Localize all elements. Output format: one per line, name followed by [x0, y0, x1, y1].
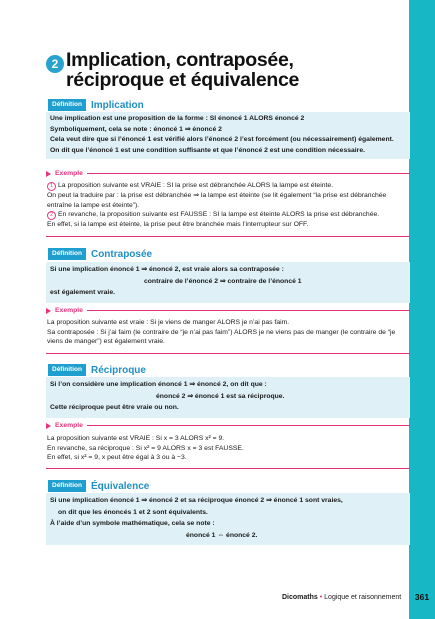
- definition-line: énoncé 1 ⇔ énoncé 2.: [186, 531, 258, 539]
- example-line: viens de manger”) est également vraie.: [47, 338, 165, 345]
- example-line: La proposition suivante est VRAIE : Si x = 3 ALORS x² = 9.: [47, 435, 225, 442]
- section-title: [66, 50, 396, 90]
- footer-brand: Dicomaths: [282, 594, 318, 601]
- page-number: 361: [414, 592, 430, 602]
- example-text: La proposition suivante est VRAIE : SI la prise est débranchée ALORS la lampe est éteinte.: [58, 182, 334, 189]
- footer-separator: •: [319, 594, 323, 601]
- definition-tag: Définition: [48, 480, 86, 492]
- definition-title: Implication: [90, 99, 144, 111]
- example-line: [47, 191, 409, 201]
- definition-header: [48, 364, 146, 376]
- example-text: On peut la traduire par : la prise est débranchée ⇒ la lampe est éteinte (se lit également “la prise est débranchée: [47, 192, 387, 199]
- definition-line: Cela veut dire que si l’énoncé 1 est vérifié alors l’énoncé 2 l’est forcément (ou nécessairement) également.: [50, 136, 394, 143]
- example-header: [46, 421, 410, 430]
- example-end-rule: [46, 353, 410, 354]
- definition-title: Équivalence: [90, 480, 150, 492]
- section-title-line: réciproque et équivalence: [66, 69, 300, 91]
- example-line: Sa contraposée : Si j’ai faim (le contraire de “je n’ai pas faim”) ALORS je ne viens pas de manger (le contraire de “je: [47, 328, 396, 336]
- example-end-rule: [46, 236, 410, 237]
- example-label: Exemple: [55, 422, 83, 429]
- definition-tag: Définition: [48, 364, 86, 376]
- example-rule: [87, 173, 410, 174]
- definition-box: [46, 262, 410, 303]
- definition-box: [46, 493, 410, 545]
- definition-line: Si une implication énoncé 1 ⇒ énoncé 2, est vraie alors sa contraposée :: [50, 266, 284, 273]
- definition-line: Si une implication énoncé 1 ⇒ énoncé 2 et sa réciproque énoncé 2 ⇒ énoncé 1 sont vraies,: [50, 497, 343, 504]
- example-line: [47, 201, 409, 211]
- example-text: En revanche, la proposition suivante est FAUSSE : SI la lampe est éteinte ALORS la prise est débranchée.: [58, 211, 380, 218]
- example-body: [47, 318, 409, 347]
- item-number-icon: 2: [47, 211, 56, 220]
- example-label: Exemple: [55, 307, 83, 314]
- arrow-right-icon: [46, 308, 51, 314]
- section-number-badge: 2: [46, 55, 64, 73]
- definition-line: on dit que les énoncés 1 et 2 sont équivalents.: [58, 508, 208, 516]
- definition-header: [48, 248, 152, 260]
- example-header: [46, 306, 410, 315]
- definition-line: Une implication est une proposition de la forme : SI énoncé 1 ALORS énoncé 2: [50, 115, 305, 122]
- example-label: Exemple: [55, 170, 83, 177]
- example-line: En revanche, sa réciproque : Si x² = 9 ALORS x = 3 est FAUSSE.: [47, 444, 244, 452]
- definition-line: énoncé 2 ⇒ énoncé 1 est sa réciproque.: [156, 392, 285, 400]
- definition-line: Si l’on considère une implication énoncé 1 ⇒ énoncé 2, on dit que :: [50, 381, 267, 388]
- arrow-right-icon: [46, 171, 51, 177]
- page-edge-band: [409, 0, 435, 619]
- definition-box: [46, 112, 410, 159]
- arrow-right-icon: [46, 423, 51, 429]
- page-footer: [282, 594, 401, 601]
- footer-chapter: Logique et raisonnement: [324, 594, 402, 601]
- definition-header: [48, 480, 149, 492]
- definition-box: [46, 377, 410, 418]
- example-body: [47, 181, 409, 230]
- example-line: [47, 210, 409, 220]
- definition-line: À l’aide d’un symbole mathématique, cela se note :: [50, 520, 215, 527]
- example-line: [47, 181, 409, 191]
- definition-header: [48, 99, 144, 111]
- example-line: La proposition suivante est vraie : Si je viens de manger ALORS je n’ai pas faim.: [47, 319, 290, 326]
- definition-line: Symboliquement, cela se note : énoncé 1 ⇒ énoncé 2: [50, 125, 222, 133]
- definition-line: contraire de l’énoncé 2 ⇒ contraire de l’énoncé 1: [144, 277, 302, 285]
- definition-line: On dit que l’énoncé 1 est une condition suffisante et que l’énoncé 2 est une condition nécessaire.: [50, 146, 365, 154]
- definition-title: Réciproque: [90, 364, 146, 376]
- example-line: [47, 220, 409, 230]
- item-number-icon: 1: [47, 182, 56, 191]
- section-title-line: Implication, contraposée,: [66, 49, 294, 71]
- definition-line: Cette réciproque peut être vraie ou non.: [50, 404, 179, 411]
- example-rule: [87, 425, 410, 426]
- definition-tag: Définition: [48, 248, 86, 260]
- example-body: [47, 434, 409, 463]
- example-end-rule: [46, 468, 410, 469]
- definition-tag: Définition: [48, 99, 86, 111]
- example-rule: [87, 310, 410, 311]
- example-text: entraîne la lampe est éteinte”).: [47, 201, 140, 209]
- definition-line: est également vraie.: [50, 289, 115, 296]
- definition-title: Contraposée: [90, 248, 153, 260]
- example-header: [46, 169, 410, 178]
- example-text: En effet, si la lampe est éteinte, la prise peut être branchée mais l’interrupteur sur OFF.: [47, 221, 309, 228]
- example-line: En effet, si x² = 9, x peut être égal à 3 ou à −3.: [47, 454, 187, 461]
